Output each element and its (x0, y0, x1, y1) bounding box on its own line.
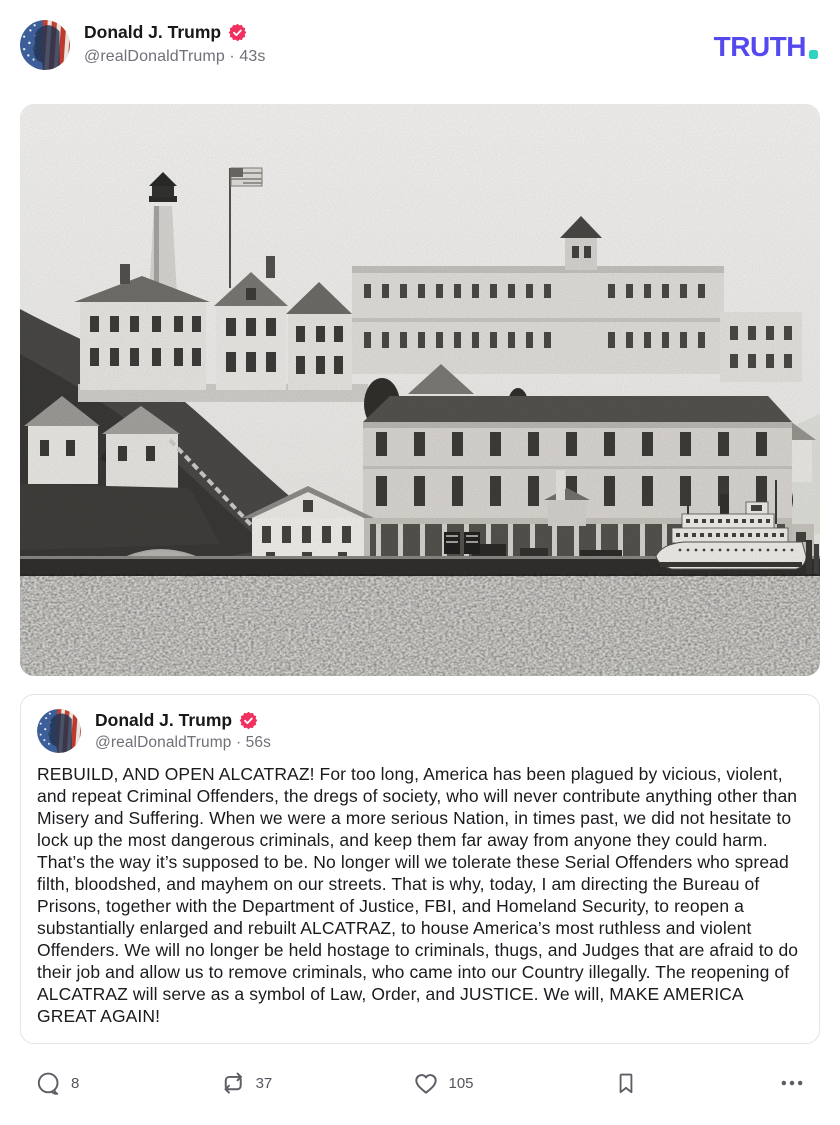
retruth-icon (219, 1069, 247, 1097)
quoted-post[interactable] (20, 694, 820, 1044)
reply-icon (35, 1070, 62, 1097)
bookmark-button[interactable] (613, 1070, 639, 1096)
flag-avatar-image (37, 709, 81, 753)
action-bar (20, 1044, 820, 1097)
quoted-author-handle[interactable]: @realDonaldTrump (95, 734, 232, 751)
author-avatar[interactable] (20, 20, 70, 70)
like-count: 105 (448, 1074, 474, 1092)
reply-button[interactable] (35, 1070, 79, 1097)
alcatraz-photo-illustration (20, 104, 820, 676)
post-timestamp: 43s (239, 48, 266, 65)
truth-logo (714, 31, 818, 63)
post-header (20, 20, 820, 70)
quoted-author-avatar[interactable] (37, 709, 81, 753)
quoted-post-timestamp: 56s (245, 734, 271, 751)
truth-logo-dot (809, 50, 818, 59)
quoted-post-body: REBUILD, AND OPEN ALCATRAZ! For too long, America has been plagued by vicious, violent, and repeat Criminal Offenders, the dregs of society, who will never contribute anything other than Misery and Suffering. When we were a more serious Nation, in times past, we did not hesitate to lock up the most dangerous criminals, and keep them far away from anyone they could harm. That’s the way it’s supposed to be. No longer will we tolerate these Serial Offenders who spread filth, bloodshed, and mayhem on our streets. That is why, today, I am directing the Bureau of Prisons, together with the Department of Justice, FBI, and Homeland Security, to reopen a substantially enlarged and rebuilt ALCATRAZ, to house America’s most ruthless and violent Offenders. We will no longer be held hostage to criminals, thugs, and Judges that are afraid to do their job and allow us to remove criminals, who came into our Country illegally. The reopening of ALCATRAZ will serve as a symbol of Law, Order, and JUSTICE. We will, MAKE AMERICA GREAT AGAIN! (37, 764, 799, 1026)
author-handle[interactable]: @realDonaldTrump (84, 48, 225, 65)
more-options-button[interactable] (778, 1069, 806, 1097)
quoted-author-info[interactable] (95, 709, 271, 752)
author-info[interactable] (84, 20, 266, 66)
like-button[interactable] (412, 1069, 474, 1097)
quoted-post-header (37, 709, 803, 753)
retruth-button[interactable] (219, 1069, 273, 1097)
reply-count: 8 (71, 1074, 80, 1092)
quoted-post-meta (95, 734, 271, 752)
meta-separator: · (229, 48, 235, 65)
flag-avatar-image (20, 20, 70, 70)
ellipsis-icon (778, 1069, 806, 1097)
retruth-count: 37 (255, 1074, 273, 1092)
quoted-author-name[interactable]: Donald J. Trump (95, 710, 233, 730)
meta-separator: · (235, 734, 242, 751)
verified-badge-icon (228, 23, 247, 42)
truth-logo-text: TRUTH (713, 31, 806, 62)
post-image[interactable] (20, 104, 820, 676)
heart-icon (412, 1069, 440, 1097)
bookmark-icon (613, 1070, 639, 1096)
verified-badge-icon (239, 711, 258, 730)
author-name[interactable]: Donald J. Trump (84, 22, 222, 42)
post-meta (84, 48, 266, 66)
